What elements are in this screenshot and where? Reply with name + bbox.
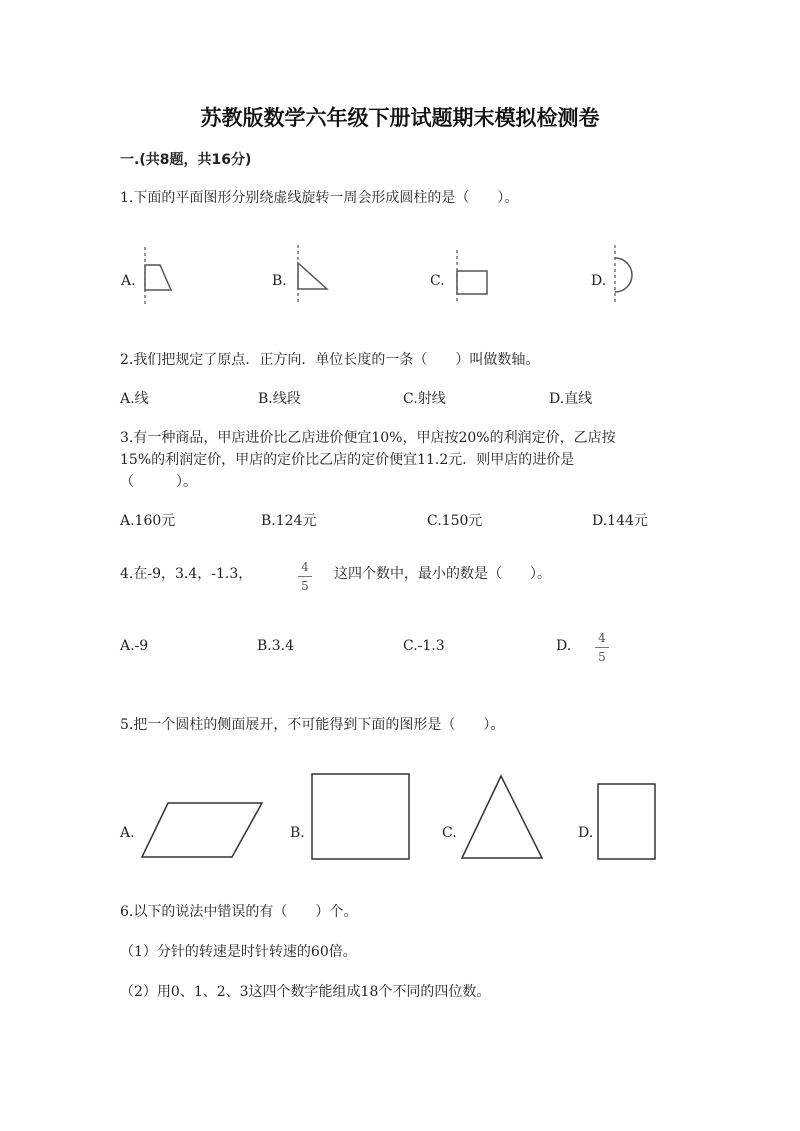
q1-option-d-label[interactable]: D. <box>591 273 607 289</box>
q4-option-a[interactable]: A.-9 <box>120 638 149 654</box>
q5-figure-b-square <box>310 772 412 862</box>
q3-stem-line1: 3.有一种商品，甲店进价比乙店进价便宜10%，甲店按20%的利润定价，乙店按 <box>120 430 616 446</box>
q4-stem-fraction <box>298 561 312 592</box>
q3-stem-line3: （ ）。 <box>120 474 197 490</box>
q5-option-b-label[interactable]: B. <box>290 825 305 841</box>
q1-stem: 1.下面的平面图形分别绕虚线旋转一周会形成圆柱的是（ ）。 <box>120 190 519 206</box>
q1-figure-d-semicircle <box>608 243 643 307</box>
q5-figure-d-rectangle <box>596 782 658 862</box>
q2-option-d[interactable]: D.直线 <box>549 391 593 407</box>
q1-option-a-label[interactable]: A. <box>121 273 136 289</box>
q6-item-2: （2）用0、1、2、3这四个数字能组成18个不同的四位数。 <box>120 984 491 1000</box>
q3-option-a[interactable]: A.160元 <box>120 513 176 529</box>
q5-option-a-label[interactable]: A. <box>120 825 135 841</box>
q1-figure-c-rectangle <box>451 248 496 306</box>
q1-option-b-label[interactable]: B. <box>272 273 287 289</box>
q5-stem: 5.把一个圆柱的侧面展开，不可能得到下面的图形是（ ）。 <box>120 717 505 733</box>
q2-option-a[interactable]: A.线 <box>120 391 149 407</box>
q3-stem-line2: 15%的利润定价，甲店的定价比乙店的定价便宜11.2元．则甲店的进价是 <box>120 452 575 468</box>
q6-item-1: （1）分针的转速是时针转速的60倍。 <box>120 944 357 960</box>
q4-option-b[interactable]: B.3.4 <box>257 638 295 654</box>
q3-option-d[interactable]: D.144元 <box>592 513 648 529</box>
q2-stem: 2.我们把规定了原点．正方向．单位长度的一条（ ）叫做数轴。 <box>120 352 540 368</box>
q3-option-b[interactable]: B.124元 <box>261 513 317 529</box>
q5-figure-c-triangle <box>460 773 545 861</box>
section-header: 一.(共8题，共16分) <box>120 152 252 168</box>
q4-option-d-fraction <box>595 632 609 663</box>
q6-stem: 6.以下的说法中错误的有（ ）个。 <box>120 904 358 920</box>
q4-option-d[interactable]: D. <box>556 638 572 654</box>
q3-option-c[interactable]: C.150元 <box>427 513 483 529</box>
q1-figure-b-triangle <box>292 243 337 307</box>
q5-option-c-label[interactable]: C. <box>442 825 457 841</box>
q4-stem-fraction-denominator: 5 <box>301 579 309 593</box>
page-title: 苏教版数学六年级下册试题期末模拟检测卷 <box>200 106 600 130</box>
q5-figure-a-parallelogram <box>140 800 265 860</box>
q4-stem-fraction-numerator: 4 <box>298 561 312 577</box>
q2-option-b[interactable]: B.线段 <box>258 391 301 407</box>
q1-figure-a-trapezoid <box>140 245 180 307</box>
q4-option-d-denominator: 5 <box>598 650 606 664</box>
q4-option-c[interactable]: C.-1.3 <box>403 638 445 654</box>
q4-option-d-numerator: 4 <box>595 632 609 648</box>
q4-stem-part1: 4.在-9，3.4，-1.3， <box>120 566 253 582</box>
q4-stem-part2: 这四个数中，最小的数是（ ）。 <box>334 566 551 582</box>
q2-option-c[interactable]: C.射线 <box>403 391 446 407</box>
q1-option-c-label[interactable]: C. <box>430 273 445 289</box>
q5-option-d-label[interactable]: D. <box>578 825 594 841</box>
